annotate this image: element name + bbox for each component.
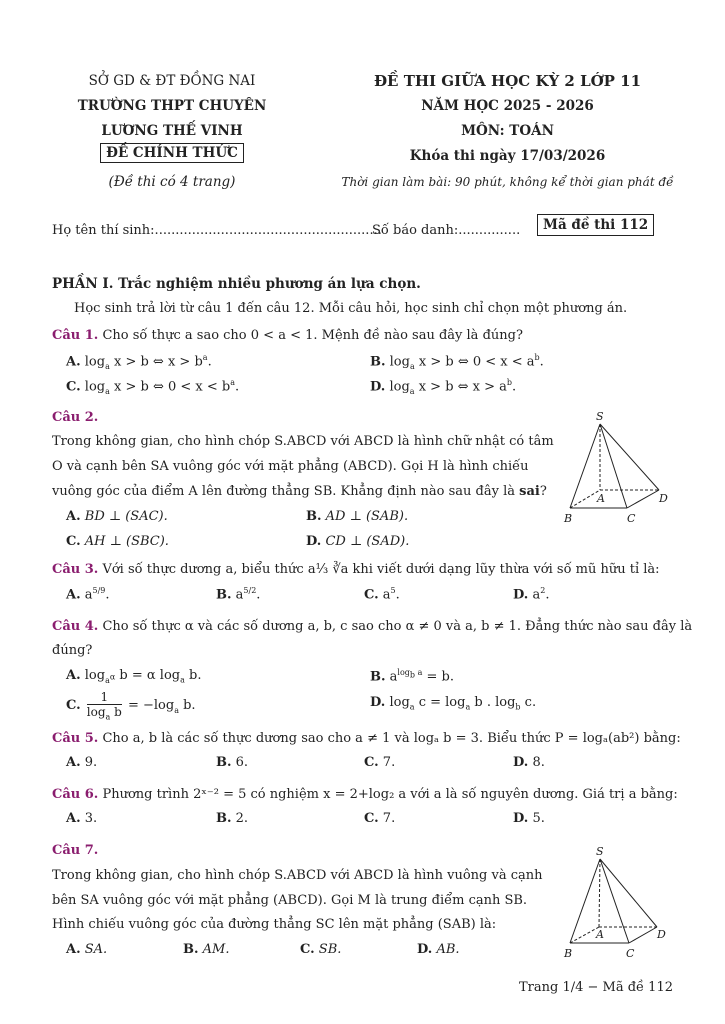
- q5-number: Câu 5.: [52, 731, 99, 746]
- q2-line3: vuông góc của điểm A lên đường thẳng SB. Khẳng định nào sau đây là sai?: [52, 484, 547, 499]
- vertex-c-label: C: [627, 512, 636, 525]
- part1-title: PHẦN I. Trắc nghiệm nhiều phương án lựa chọn.: [52, 276, 421, 292]
- q7-option-d[interactable]: D. AB.: [417, 942, 460, 957]
- q6-text: Phương trình 2ˣ⁻² = 5 có nghiệm x = 2+log₂ a với a là số nguyên dương. Giá trị a bằng:: [102, 787, 678, 802]
- school-name-2: LƯƠNG THẾ VINH: [101, 123, 243, 139]
- q6-option-b[interactable]: B. 2.: [216, 811, 249, 826]
- official-badge: ĐỀ CHÍNH THỨC: [100, 143, 244, 163]
- q5-stem: [52, 731, 681, 746]
- exam-code-wrap: [537, 217, 654, 233]
- q3-stem: [52, 562, 660, 577]
- q6-option-a[interactable]: A. 3.: [66, 811, 98, 826]
- q4-option-c[interactable]: C. $\frac{1}{\log_a b}$ = $-\log_a$ b.: [66, 690, 196, 722]
- page-count: (Đề thi có 4 trang): [108, 174, 236, 190]
- q7-option-a[interactable]: A. SA.: [66, 942, 108, 957]
- exam-code: Mã đề thi 112: [537, 214, 654, 236]
- q2-number: Câu 2.: [52, 410, 99, 425]
- q7-option-b[interactable]: B. AM.: [183, 942, 230, 957]
- student-name-field: Họ tên thí sinh:.......................................................: [52, 223, 382, 238]
- q3-option-b[interactable]: B. $a^{5/2}$.: [216, 586, 261, 603]
- pyramid-figure-q2: [555, 408, 685, 533]
- q1-option-d[interactable]: D. $\log_a x > b$ ⇔ $x > a^b$.: [370, 378, 517, 396]
- vertex-b-label-2: B: [564, 947, 573, 960]
- q4-stem: [52, 619, 692, 634]
- q5-option-b[interactable]: B. 6.: [216, 755, 249, 770]
- q5-text: Cho a, b là các số thực dương sao cho a ≠ 1 và logₐ b = 3. Biểu thức P = logₐ(ab²) bằng:: [102, 731, 681, 746]
- part1-instruction: Học sinh trả lời từ câu 1 đến câu 12. Mỗi câu hỏi, học sinh chỉ chọn một phương án.: [74, 301, 628, 316]
- q3-text: Với số thực dương a, biểu thức a⅓ ∛a khi viết dưới dạng lũy thừa với số mũ hữu tỉ là:: [102, 562, 660, 577]
- q4-number: Câu 4.: [52, 619, 99, 634]
- q7-number: Câu 7.: [52, 843, 99, 858]
- q5-option-d[interactable]: D. 8.: [513, 755, 545, 770]
- school-name: TRƯỜNG THPT CHUYÊN: [77, 98, 267, 114]
- vertex-d-label-2: D: [657, 928, 666, 941]
- q3-option-a[interactable]: A. $a^{5/9}$.: [66, 586, 110, 603]
- vertex-b-label: B: [564, 512, 573, 525]
- q1-option-c[interactable]: C. $\log_a x > b$ ⇔ $0 < x < b^a$.: [66, 378, 240, 396]
- school-year: NĂM HỌC 2025 - 2026: [421, 98, 594, 114]
- school-dept: SỞ GD & ĐT ĐỒNG NAI: [88, 73, 256, 89]
- q1-option-b[interactable]: B. $\log_a x > b$ ⇔ $0 < x < a^b$.: [370, 353, 544, 371]
- vertex-a-label: A: [597, 492, 605, 505]
- q1-number: Câu 1.: [52, 328, 99, 343]
- q6-option-c[interactable]: C. 7.: [364, 811, 396, 826]
- q1-stem: [52, 328, 523, 343]
- q2-emphasis: sai: [519, 484, 540, 499]
- official-badge-wrap: [52, 145, 292, 161]
- q3-option-d[interactable]: D. $a^2$.: [513, 586, 550, 603]
- q2-option-c[interactable]: C. AH ⊥ (SBC).: [66, 534, 169, 549]
- q7-line1: Trong không gian, cho hình chóp S.ABCD với ABCD là hình vuông và cạnh: [52, 868, 543, 883]
- time-limit: Thời gian làm bài: 90 phút, không kể thời gian phát đề: [341, 175, 674, 189]
- q6-stem: [52, 787, 678, 802]
- q4-line2: đúng?: [52, 643, 93, 658]
- q7-line3: Hình chiếu vuông góc của đường thẳng SC lên mặt phẳng (SAB) là:: [52, 917, 497, 932]
- exam-title: ĐỀ THI GIỮA HỌC KỲ 2 LỚP 11: [373, 72, 642, 90]
- vertex-c-label-2: C: [626, 947, 635, 960]
- subject: MÔN: TOÁN: [461, 123, 554, 139]
- q4-option-a[interactable]: A. $\log_{a^\alpha} b = \alpha$ $\log_a b$.: [66, 668, 202, 685]
- vertex-d-label: D: [659, 492, 668, 505]
- q2-line2: O và cạnh bên SA vuông góc với mặt phẳng (ABCD). Gọi H là hình chiếu: [52, 459, 529, 474]
- q6-option-d[interactable]: D. 5.: [513, 811, 545, 826]
- pyramid-figure-q7: [555, 843, 685, 968]
- vertex-s-label-2: S: [596, 845, 604, 858]
- q7-option-c[interactable]: C. SB.: [300, 942, 342, 957]
- q5-option-c[interactable]: C. 7.: [364, 755, 396, 770]
- q1-option-a[interactable]: A. $\log_a x > b$ ⇔ $x > b^a$.: [66, 353, 212, 371]
- exam-date: Khóa thi ngày 17/03/2026: [409, 148, 606, 164]
- q2-option-a[interactable]: A. BD ⊥ (SAC).: [66, 509, 168, 524]
- q3-option-c[interactable]: C. $a^5$.: [364, 586, 400, 603]
- q2-option-d[interactable]: D. CD ⊥ (SAD).: [306, 534, 410, 549]
- q2-line1: Trong không gian, cho hình chóp S.ABCD với ABCD là hình chữ nhật có tâm: [52, 434, 554, 449]
- q2-option-b[interactable]: B. AD ⊥ (SAB).: [306, 509, 409, 524]
- q7-line2: bên SA vuông góc với mặt phẳng (ABCD). Gọi M là trung điểm cạnh SB.: [52, 893, 528, 908]
- student-id-field: Số báo danh:...............: [372, 223, 521, 238]
- q4-text: Cho số thực α và các số dương a, b, c sao cho α ≠ 0 và a, b ≠ 1. Đẳng thức nào sau đây là: [102, 619, 693, 634]
- q4-option-d[interactable]: D. $\log_a c = \log_a b$ . $\log_b c$.: [370, 695, 537, 712]
- q3-number: Câu 3.: [52, 562, 99, 577]
- vertex-s-label: S: [596, 410, 604, 423]
- q1-text: Cho số thực a sao cho 0 < a < 1. Mệnh đề nào sau đây là đúng?: [102, 328, 523, 343]
- q5-option-a[interactable]: A. 9.: [66, 755, 98, 770]
- q4-option-b[interactable]: B. $a^{log_b a} = b$.: [370, 668, 454, 685]
- vertex-a-label-2: A: [596, 928, 604, 941]
- q6-number: Câu 6.: [52, 787, 99, 802]
- page-footer: Trang 1/4 − Mã đề 112: [518, 980, 673, 995]
